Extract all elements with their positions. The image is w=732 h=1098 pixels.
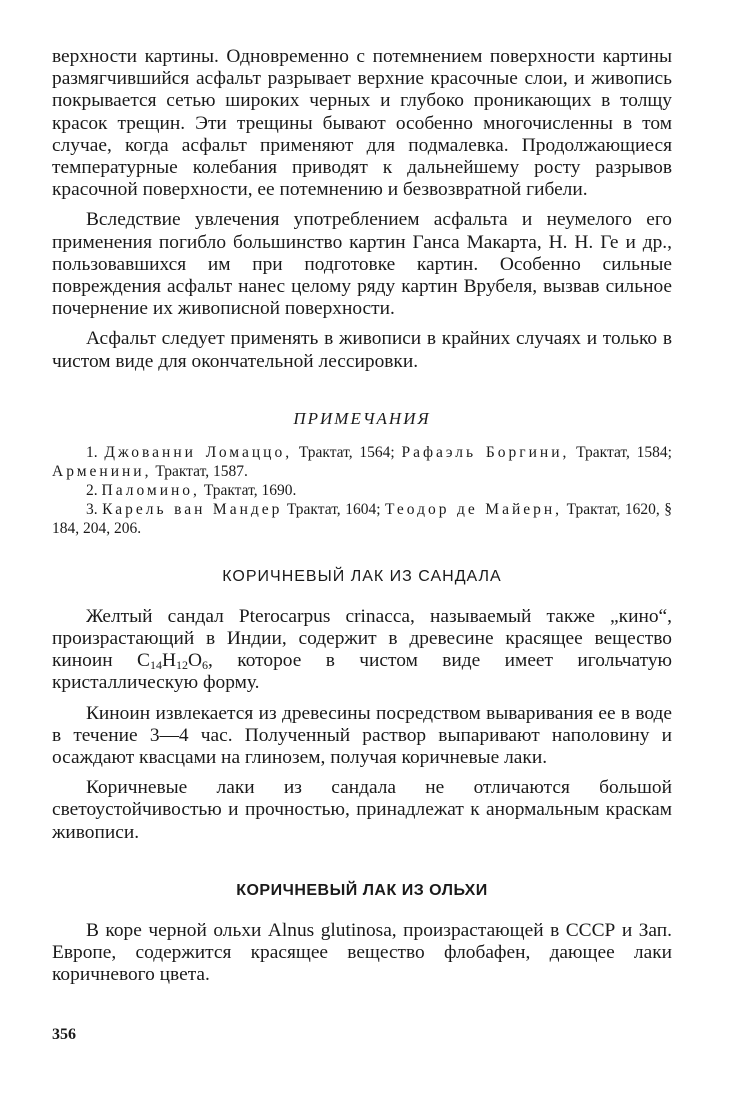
page-number: 356 <box>52 1026 76 1043</box>
formula-h: H <box>161 650 176 672</box>
paragraph-asphalt-usage: Асфальт следует применять в живописи в крайних случаях и только в чистом виде для окончательной лессировки. <box>52 328 672 372</box>
formula-o: O <box>188 650 203 672</box>
paragraph-asphalt-damage: Вследствие увлечения употреблением асфальта и неумелого его применения погибло большинство картин Ганса Макарта, Н. Н. Ге и др., пользовавшихся им при подготовке картин. Особенно сильные повреждения асфальт нанес целому ряду картин Врубеля, вызвав сильное почернение их живописной поверхности. <box>52 209 672 320</box>
note-2-author-palomino: Паломино, <box>101 481 200 499</box>
notes-heading: ПРИМЕЧАНИЯ <box>293 408 431 428</box>
note-3-treatise-1: Трактат, 1604; <box>282 500 386 518</box>
sandal-text-2: , которое в чистом виде имеет игольчатую кристаллическую форму. <box>52 650 672 694</box>
formula-sub-o: 6 <box>202 658 209 673</box>
formula-sub-h: 12 <box>176 658 189 673</box>
paragraph-sandal-lake-properties: Коричневые лаки из сандала не отличаются большой светоустойчивостью и прочностью, принадлежат к анормальным краскам живописи. <box>52 777 672 843</box>
sandal-text-1: Желтый сандал Pterocarpus crinacca, называемый также „кино“, произрастающий в Индии, содержит в древесине красящее вещество киноин C <box>52 605 672 672</box>
section-heading-alder-lake: КОРИЧНЕВЫЙ ЛАК ИЗ ОЛЬХИ <box>236 881 488 899</box>
formula-sub-c: 14 <box>149 658 162 673</box>
note-2-number: 2. <box>86 481 98 499</box>
note-2-treatise: Трактат, 1690. <box>199 481 297 499</box>
note-3 <box>52 500 672 538</box>
note-1-author-armenini: Арменини, <box>52 462 152 480</box>
page-body <box>52 46 672 986</box>
paragraph-sandal-kino <box>52 606 672 695</box>
note-2 <box>52 481 672 500</box>
note-3-author-mayerne: Теодор де Майерн, <box>385 500 563 518</box>
section-heading-sandal-lake: КОРИЧНЕВЫЙ ЛАК ИЗ САНДАЛА <box>222 567 502 585</box>
note-1-number: 1. <box>86 443 98 461</box>
note-1 <box>52 443 672 481</box>
note-3-number: 3. <box>86 500 98 518</box>
note-3-author-mander: Карель ван Мандер <box>102 500 283 518</box>
note-1-treatise-1: Трактат, 1564; <box>292 443 402 461</box>
note-1-author-lomazzo: Джованни Ломаццо, <box>104 443 293 461</box>
paragraph-kinoin-extraction: Киноин извлекается из древесины посредством вываривания ее в воде в течение 3—4 час. Полученный раствор выпаривают наполовину и осаждают квасцами на глинозем, получая коричневые лаки. <box>52 702 672 769</box>
paragraph-alder-bark: В коре черной ольхи Alnus glutinosa, произрастающей в СССР и Зап. Европе, содержится красящее вещество флобафен, дающее лаки коричневого цвета. <box>52 919 672 986</box>
note-1-author-borghini: Рафаэль Боргини, <box>401 443 570 461</box>
note-3-treatise-2: Трактат, 1620, § 184, 204, 206. <box>52 500 672 537</box>
note-1-treatise-2: Трактат, 1584; <box>569 443 672 461</box>
note-1-treatise-3: Трактат, 1587. <box>151 462 248 480</box>
paragraph-asphalt-cracks: верхности картины. Одновременно с потемнением поверхности картины размягчившийся асфальт разрывает верхние красочные слои, и живопись покрывается сетью широких черных и глубоко проникающих в толщу красок трещин. Эти трещины бывают особенно многочисленны в том случае, когда асфальт применяют для подмалевка. Продолжающиеся температурные колебания приводят к дальнейшему росту разрывов красочной поверхности, ее потемнению и безвозвратной гибели. <box>52 46 672 201</box>
